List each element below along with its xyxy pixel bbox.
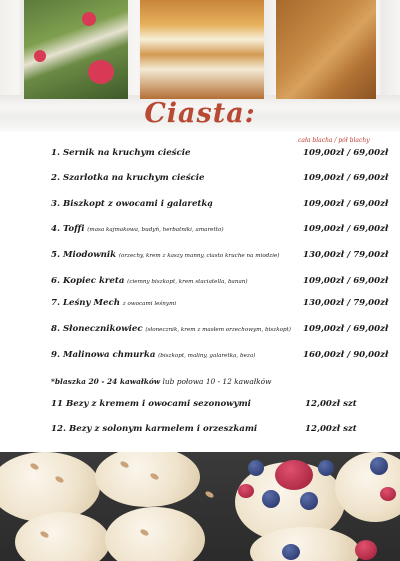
extra-item-name: 12. Bezy z solonym karmelem i orzeszkami [51,424,258,434]
menu-item-desc: (orzechy, krem z kaszy manny, ciasto kruche na miodzie) [118,253,280,259]
extra-item [51,399,381,409]
menu-item [51,276,389,286]
menu-item-name: 5. Miodownik [51,250,117,260]
menu-item [51,173,389,183]
menu-item-desc: (słonecznik, krem z masłem orzechowym, biszkopt) [145,327,291,333]
menu-item-desc: (biszkopt, maliny, galaretka, beza) [158,353,256,359]
extra-item [51,424,381,434]
menu-item-price: 109,00zł / 69,00zł [303,276,389,286]
menu-item-name: 4. Toffi [51,224,85,234]
nut-cake-photo [140,0,264,99]
menu-item-desc: z owocami leśnymi [122,301,177,307]
menu-item [51,224,389,234]
menu-item-price: 160,00zł / 90,00zł [303,350,389,360]
menu-item-name: 2. Szarlotka na kruchym cieście [51,173,205,183]
menu-item [51,324,389,334]
extra-item-price: 12,00zł szt [305,399,357,409]
menu-item-name: 9. Malinowa chmurka [51,350,156,360]
portion-note [51,377,271,386]
menu-item-desc: (masa kajmakowa, budyń, herbatniki, amaretto) [87,227,224,233]
menu-item-price: 130,00zł / 79,00zł [303,298,389,308]
menu-item-price: 130,00zł / 79,00zł [303,250,389,260]
menu-item [51,148,389,158]
portion-note-rest: lub połowa 10 - 12 kawałków [160,377,272,386]
green-cake-photo [24,0,128,99]
menu-item-name: 3. Biszkopt z owocami i galaretką [51,199,213,209]
menu-item-desc: (ciemny biszkopt, krem staciatella, banan) [127,279,248,285]
menu-item [51,350,389,360]
extra-item-price: 12,00zł szt [305,424,357,434]
portion-note-bold: *blaszka 20 - 24 kawałków [51,377,161,386]
menu-item-name: 1. Sernik na kruchym cieście [51,148,191,158]
menu-item [51,250,389,260]
menu-item-name: 6. Kopiec kreta [51,276,125,286]
menu-item-price: 109,00zł / 69,00zł [303,173,389,183]
menu-item-price: 109,00zł / 69,00zł [303,199,389,209]
menu-item-price: 109,00zł / 69,00zł [303,324,389,334]
honey-cake-photo [276,0,376,99]
price-header-note: cała blacha / pół blachy [298,137,370,144]
menu-item-price: 109,00zł / 69,00zł [303,224,389,234]
page-title: Ciasta: [144,98,256,129]
menu-item [51,199,389,209]
meringue-photo [0,452,400,561]
menu-item-price: 109,00zł / 69,00zł [303,148,389,158]
extra-item-name: 11 Bezy z kremem i owocami sezonowymi [51,399,251,409]
menu-item [51,298,389,308]
menu-item-name: 7. Leśny Mech [51,298,121,308]
menu-item-name: 8. Słonecznikowiec [51,324,143,334]
